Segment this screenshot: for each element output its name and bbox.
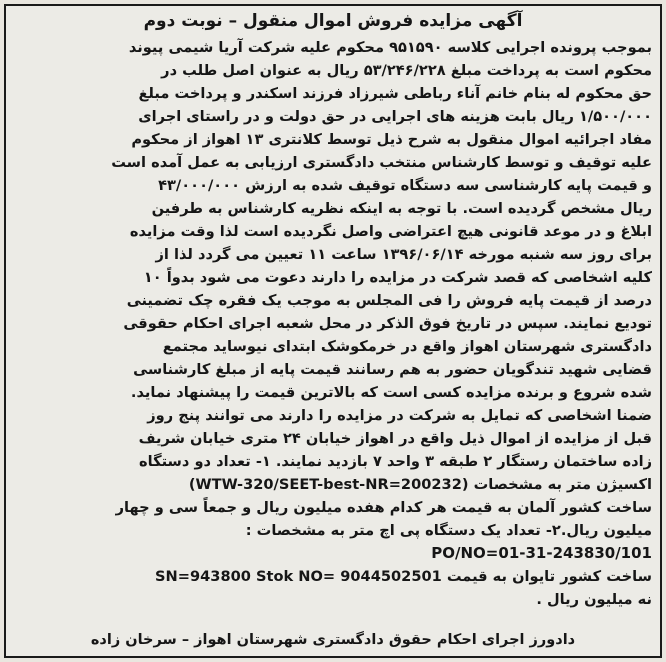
notice-line: ساخت کشور آلمان به قیمت هر کدام هفده میلیون ریال و جمعاً سی و چهار bbox=[115, 499, 652, 516]
notice-line: بموجب پرونده اجرایی کلاسه ۹۵۱۵۹۰ محکوم علیه شرکت آریا شیمی پیوند bbox=[128, 39, 652, 56]
notice-line: کلیه اشخاصی که قصد شرکت در مزایده را دارند دعوت می شود بدواً ۱۰ bbox=[143, 269, 652, 286]
notice-line: حق محکوم له بنام خانم آناء رباطی شیرزاد فرزند اسکندر و پرداخت مبلغ bbox=[138, 85, 652, 102]
notice-line: محکوم است به پرداخت مبلغ ۵۳/۲۴۶/۲۲۸ ریال به عنوان اصل طلب در bbox=[161, 62, 652, 79]
notice-line: نه میلیون ریال . bbox=[536, 591, 652, 608]
notice-line: PO/NO=01-31-243830/101 bbox=[431, 544, 652, 562]
notice-line: درصد از قیمت پایه فروش را فی المجلس به موجب یک فقره چک تضمینی bbox=[126, 292, 652, 309]
notice-line: زاده ساختمان رستگار ۲ طبقه ۳ واحد ۷ بازدید نمایند. ۱- تعداد دو دستگاه bbox=[139, 453, 652, 470]
notice-line: برای روز سه شنبه مورخه ۱۳۹۶/۰۶/۱۴ ساعت ۱۱ تعیین می گردد لذا از bbox=[155, 246, 652, 263]
notice-body bbox=[14, 36, 652, 611]
notice-line: میلیون ریال.۲- تعداد یک دستگاه پی اچ متر به مشخصات : bbox=[245, 522, 652, 539]
notice-line: ضمنا اشخاصی که تمایل به شرکت در مزایده را دارند می توانند پنج روز bbox=[147, 407, 652, 424]
notice-line: و قیمت پایه کارشناسی سه دستگاه توقیف شده به ارزش ۴۳/۰۰۰/۰۰۰ bbox=[158, 177, 652, 194]
notice-line: ریال مشخص گردیده است. با توجه به اینکه نظریه کارشناس به طرفین bbox=[151, 200, 652, 217]
notice-line: شده شروع و برنده مزایده کسی است که بالاترین قیمت را پیشنهاد نماید. bbox=[130, 384, 652, 401]
notice-title: آگهی مزایده فروش اموال منقول – نوبت دوم bbox=[143, 11, 523, 31]
notice-line: قبل از مزایده از اموال ذیل واقع در اهواز خیابان ۲۴ متری خیابان شریف bbox=[138, 430, 652, 447]
notice-line: مفاد اجرائیه اموال منقول به شرح ذیل توسط کلانتری ۱۳ اهواز از محکوم bbox=[131, 131, 652, 148]
notice-line: ۱/۵۰۰/۰۰۰ ریال بابت هزینه های اجرایی در حق دولت و در راستای اجرای bbox=[138, 108, 652, 125]
notice-line: علیه توقیف و توسط کارشناس منتخب دادگستری ارزیابی به عمل آمده است bbox=[111, 154, 652, 171]
notice-line: ابلاغ و در موعد قانونی هیچ اعتراضی واصل نگردیده است لذا وقت مزایده bbox=[129, 223, 652, 240]
notice-line: تودیع نمایند. سپس در تاریخ فوق الذکر در محل شعبه اجرای احکام حقوقی bbox=[123, 315, 652, 332]
notice-line: قضایی شهید تندگویان حضور به هم رسانند قیمت پایه از مبلغ کارشناسی bbox=[133, 361, 652, 378]
notice-signature: دادورز اجرای احکام حقوق دادگستری شهرستان اهواز – سرخان زاده bbox=[90, 632, 576, 648]
notice-panel bbox=[4, 4, 662, 658]
notice-line: دادگستری شهرستان اهواز واقع در خرمکوشک ابتدای نیوساید مجتمع bbox=[162, 338, 652, 355]
notice-line: SN=943800 Stok NO= 9044502501 ساخت کشور تایوان به قیمت bbox=[155, 568, 652, 585]
notice-line: اکسیژن متر به مشخصات (WTW-320/SEET-best-NR=200232) bbox=[188, 476, 652, 493]
